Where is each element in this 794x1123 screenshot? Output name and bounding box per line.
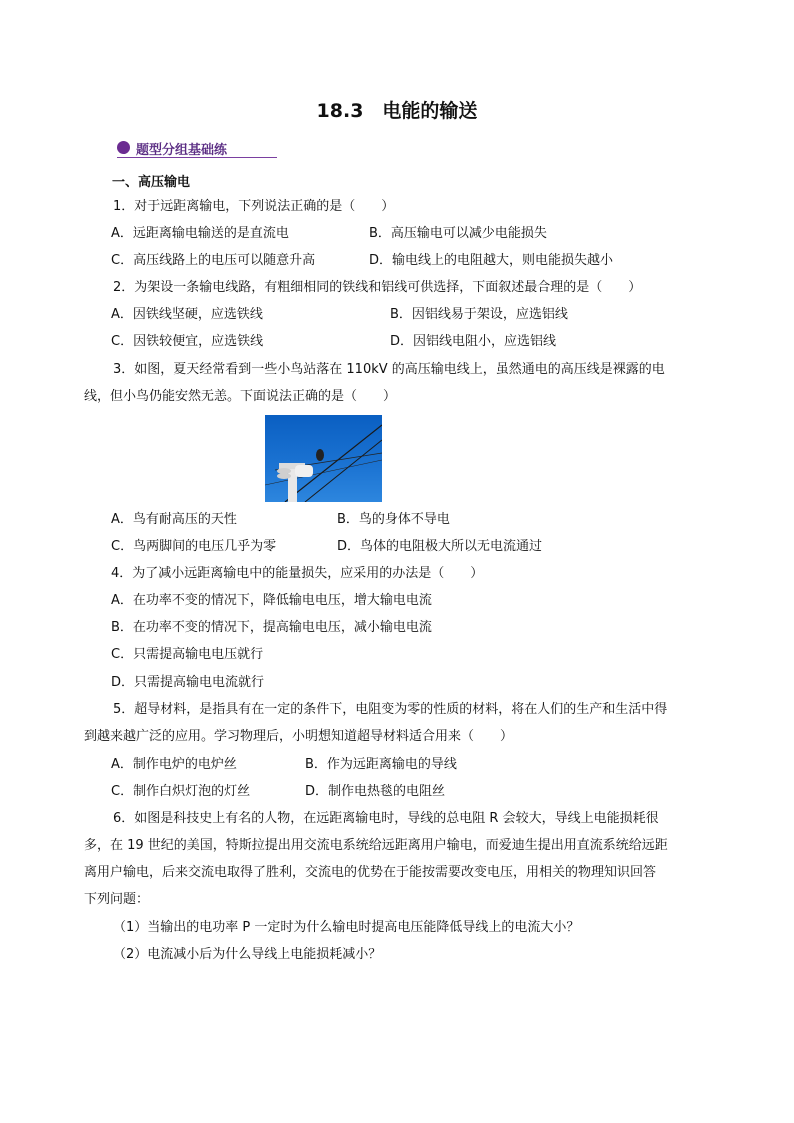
q1-option-b: B．高压输电可以减少电能损失 (369, 226, 547, 241)
power-line-illustration (265, 415, 382, 502)
q4-option-d: D．只需提高输电电流就行 (111, 675, 265, 690)
q5-option-b: B．作为远距离输电的导线 (305, 757, 457, 772)
q3-option-a: A．鸟有耐高压的天性 (111, 512, 237, 527)
q1-stem: 1．对于远距离输电，下列说法正确的是（ ） (113, 199, 395, 214)
q2-option-b: B．因铝线易于架设，应选铝线 (390, 307, 568, 322)
q5-option-d: D．制作电热毯的电阻丝 (305, 784, 446, 799)
q5-option-a: A．制作电炉的电炉丝 (111, 757, 237, 772)
q3-option-d: D．鸟体的电阻极大所以无电流通过 (337, 539, 543, 554)
q3-stem-line2: 线，但小鸟仍能安然无恙。下面说法正确的是（ ） (84, 389, 397, 404)
q1-option-d: D．输电线上的电阻越大，则电能损失越小 (369, 253, 614, 268)
q1-option-a: A．远距离输电输送的是直流电 (111, 226, 289, 241)
q5-stem-line1: 5．超导材料，是指具有在一定的条件下，电阻变为零的性质的材料，将在人们的生产和生活中得 (113, 702, 668, 717)
q2-option-d: D．因铝线电阻小，应选铝线 (390, 334, 557, 349)
q6-stem-line3: 离用户输电，后来交流电取得了胜利，交流电的优势在于能按需要改变电压，用相关的物理知识回答 (84, 865, 657, 880)
q4-option-b: B．在功率不变的情况下，提高输电电压，减小输电电流 (111, 620, 432, 635)
q5-option-c: C．制作白炽灯泡的灯丝 (111, 784, 251, 799)
subsection-title: 一、高压输电 (112, 175, 191, 190)
q6-part2: （2）电流减小后为什么导线上电能损耗减小？ (113, 947, 382, 962)
q4-option-c: C．只需提高输电电压就行 (111, 647, 264, 662)
q6-stem-line4: 下列问题： (84, 892, 150, 907)
section-label: 题型分组基础练 (136, 143, 228, 158)
bullet-icon (117, 141, 130, 154)
q1-option-c: C．高压线路上的电压可以随意升高 (111, 253, 316, 268)
q4-stem: 4．为了减小远距离输电中的能量损失，应采用的办法是（ ） (111, 566, 484, 581)
q3-option-b: B．鸟的身体不导电 (337, 512, 450, 527)
q3-stem-line1: 3．如图，夏天经常看到一些小鸟站落在 110kV 的高压输电线上，虽然通电的高压线是裸露的电 (113, 362, 665, 377)
q6-stem-line2: 多，在 19 世纪的美国，特斯拉提出用交流电系统给远距离用户输电，而爱迪生提出用直流系统给远距 (84, 838, 668, 853)
section-header (117, 139, 277, 158)
q2-option-c: C．因铁较便宜，应选铁线 (111, 334, 264, 349)
q2-option-a: A．因铁线坚硬，应选铁线 (111, 307, 263, 322)
q3-option-c: C．鸟两脚间的电压几乎为零 (111, 539, 277, 554)
bird-on-power-line-photo (265, 415, 382, 502)
q5-stem-line2: 到越来越广泛的应用。学习物理后，小明想知道超导材料适合用来（ ） (84, 729, 514, 744)
q4-option-a: A．在功率不变的情况下，降低输电电压，增大输电电流 (111, 593, 432, 608)
q2-stem: 2．为架设一条输电线路，有粗细相同的铁线和铝线可供选择，下面叙述最合理的是（ ） (113, 280, 642, 295)
page-title: 18.3 电能的输送 (316, 100, 478, 122)
q6-part1: （1）当输出的电功率 P 一定时为什么输电时提高电压能降低导线上的电流大小？ (113, 920, 580, 935)
q6-stem-line1: 6．如图是科技史上有名的人物，在远距离输电时，导线的总电阻 R 会较大，导线上电能损耗很 (113, 811, 659, 826)
